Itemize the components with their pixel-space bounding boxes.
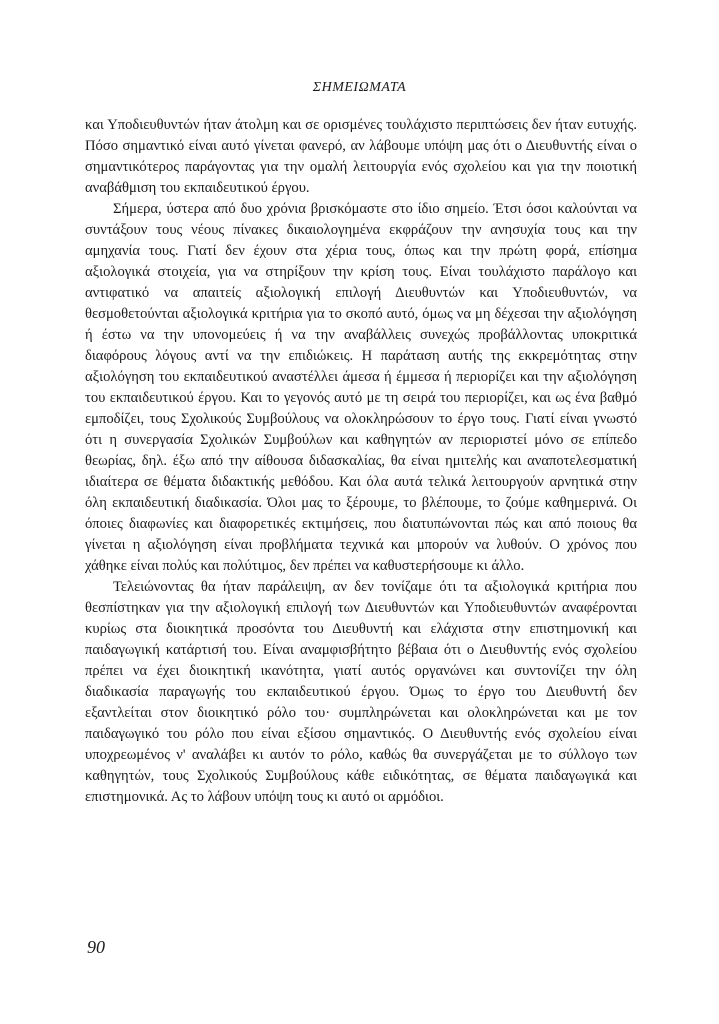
paragraph: Τελειώνοντας θα ήταν παράλειψη, αν δεν τονίζαμε ότι τα αξιολογικά κριτήρια που θεσπίστηκαν για την αξιολογική επιλογή των Διευθυντών και Υποδιευθυντών αναφέρονται κυρίως στα διοικητικά προσόντα του Διευθυντή και ελάχιστα στην επιστημονική και παιδαγωγική κατάρτισή του. Είναι αναμφισβήτητο βέβαια ότι ο Διευθυντής ενός σχολείου πρέπει να έχει διοικητική ικανότητα, γιατί αυτός οργανώνει και συντονίζει την όλη διαδικασία παραγωγής του εκπαιδευτικού έργου. Όμως το έργο του Διευθυντή δεν εξαντλείται στον διοικητικό ρόλο του· συμπληρώνεται και ολοκληρώνεται και με τον παιδαγωγικό του ρόλο που είναι εξίσου σημαντικός. Ο Διευθυντής ενός σχολείου είναι υποχρεωμένος ν' αναλάβει κι αυτόν το ρόλο, καθώς θα συνεργάζεται με το σύλλογο των καθηγητών, τους Σχολικούς Συμβούλους κάθε ειδικότητας, σε θέματα παιδαγωγικά και επιστημονικά. Ας το λάβουν υπόψη τους κι αυτό οι αρμόδιοι.: [85, 579, 637, 805]
paragraph-continued: και Υποδιευθυντών ήταν άτολμη και σε ορισμένες τουλάχιστο περιπτώσεις δεν ήταν ευτυχής. Πόσο σημαντικό είναι αυτό γίνεται φανερό, αν λάβουμε υπόψη μας ότι ο Διευθυντής είναι ο σημαντικότερος παράγοντας για την ομαλή λειτουργία ενός σχολείου και για την ποιοτική αναβάθμιση του εκπαιδευτικού έργου.: [85, 117, 637, 196]
running-head: ΣΗΜΕΙΩΜΑΤΑ: [312, 80, 407, 95]
page-number: 90: [87, 937, 105, 957]
paragraph: Σήμερα, ύστερα από δυο χρόνια βρισκόμαστε στο ίδιο σημείο. Έτσι όσοι καλούνται να συντάξουν τους νέους πίνακες δικαιολογημένα εκφράζουν την ανησυχία τους και την αμηχανία τους. Γιατί δεν έχουν στα χέρια τους, όπως και την πρώτη φορά, επίσημα αξιολογικά στοιχεία, για να στηρίξουν την κρίση τους. Είναι τουλάχιστο παράλογο και αντιφατικό να απαιτείς αξιολογική επιλογή Διευθυντών και Υποδιευθυντών, να θεσμοθετούνται αξιολογικά κριτήρια για το σκοπό αυτό, όμως να μη δέχεσαι την αξιολόγηση ή έστω να την υπονομεύεις ή να την αναβάλλεις συνεχώς προβάλλοντας υποκριτικά διαφόρους λόγους αντί να την επιδιώκεις. Η παράταση αυτής της εκκρεμότητας στην αξιολόγηση του εκπαιδευτικού αναστέλλει άμεσα ή έμμεσα ή περιορίζει και την αξιολόγηση του εκπαιδευτικού έργου. Και το γεγονός αυτό με τη σειρά του περιορίζει, και ως ένα βαθμό εμποδίζει, τους Σχολικούς Συμβούλους να ολοκληρώσουν το έργο τους. Γιατί είναι γνωστό ότι η συνεργασία Σχολικών Συμβούλων και καθηγητών αν περιοριστεί μόνο σε επίπεδο θεωρίας, δηλ. έξω από την αίθουσα διδασκαλίας, θα είναι ημιτελής και αναποτελεσματική ιδιαίτερα σε θέματα διδακτικής μεθόδου. Και όλα αυτά τελικά λειτουργούν αρνητικά στην όλη εκπαιδευτική διαδικασία. Όλοι μας το ξέρουμε, το βλέπουμε, το ζούμε καθημερινά. Οι όποιες διαφωνίες και διαφορετικές εκτιμήσεις, που διατυπώνονται πώς και από ποιους θα γίνεται η αξιολόγηση είναι προβλήματα τεχνικά και μπορούν να λυθούν. Ο χρόνος που χάθηκε είναι πολύς και πολύτιμος, δεν πρέπει να καθυστερήσουμε κι άλλο.: [85, 201, 637, 574]
body-text: [85, 115, 637, 808]
